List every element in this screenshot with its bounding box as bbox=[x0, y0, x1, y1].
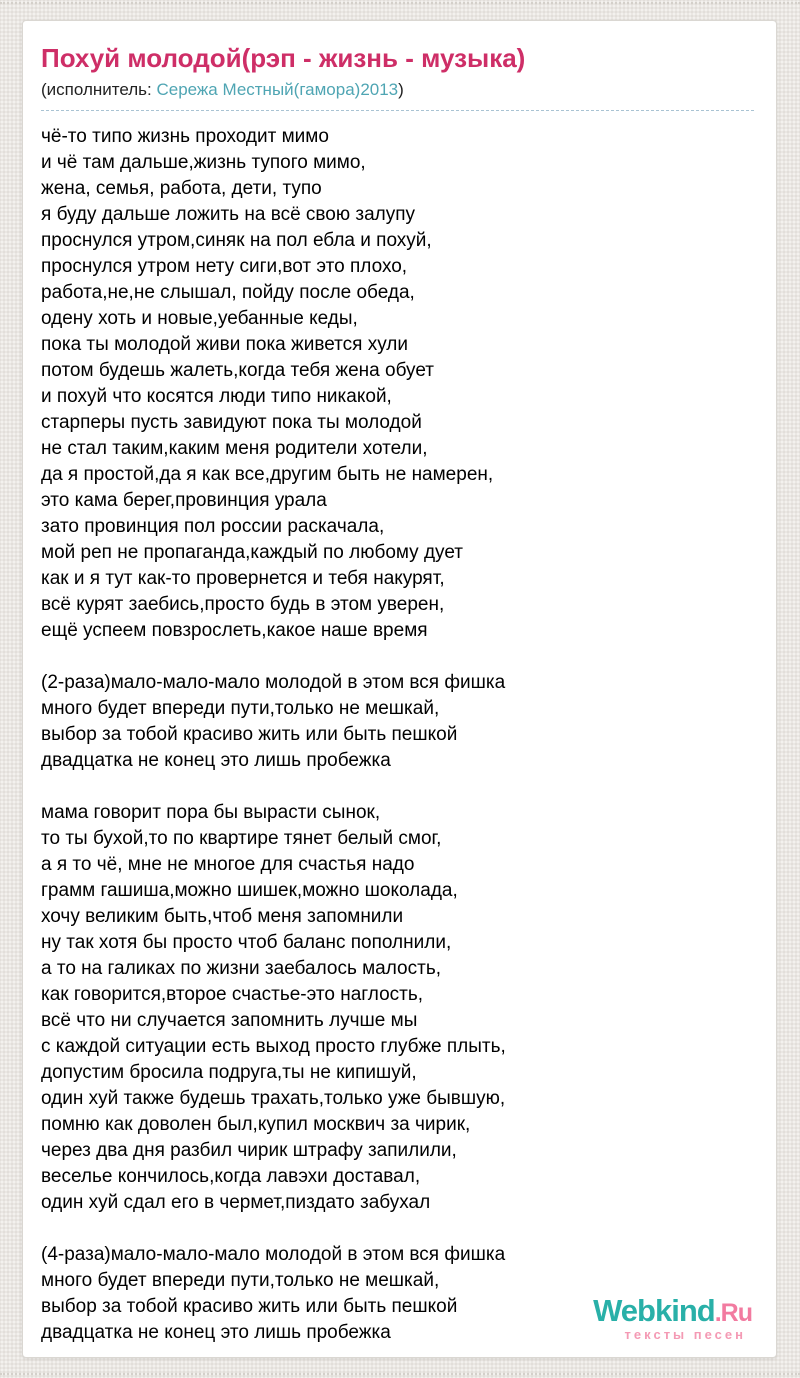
lyric-line: как говорится,второе счастье-это наглость, bbox=[41, 984, 424, 1005]
lyric-line: грамм гашиша,можно шишек,можно шоколада, bbox=[41, 880, 458, 901]
lyric-line: как и я тут как-то провернется и тебя накурят, bbox=[41, 568, 445, 589]
lyric-line: проснулся утром нету сиги,вот это плохо, bbox=[41, 256, 408, 277]
lyric-line: с каждой ситуации есть выход просто глубже плыть, bbox=[41, 1036, 506, 1057]
lyric-line: всё что ни случается запомнить лучше мы bbox=[41, 1010, 418, 1031]
artist-suffix: ) bbox=[398, 80, 404, 99]
lyric-line: (2-раза)мало-мало-мало молодой в этом вся фишка bbox=[41, 672, 506, 693]
top-edge-dotted-line bbox=[0, 2, 800, 4]
logo-tagline: тексты песен bbox=[624, 1327, 746, 1342]
lyric-line: не стал таким,каким меня родители хотели, bbox=[41, 438, 428, 459]
lyric-line: проснулся утром,синяк на пол ебла и похуй, bbox=[41, 230, 432, 251]
artist-line bbox=[41, 80, 754, 111]
site-logo[interactable] bbox=[593, 1295, 752, 1341]
artist-link[interactable]: Сережа Местный(гамора)2013 bbox=[156, 80, 399, 99]
lyric-line: пока ты молодой живи пока живется хули bbox=[41, 334, 408, 355]
stanza bbox=[41, 800, 756, 1216]
song-title: Похуй молодой(рэп - жизнь - музыка) bbox=[41, 43, 526, 73]
lyric-line: и похуй что косятся люди типо никакой, bbox=[41, 386, 392, 407]
lyric-line: один хуй сдал его в чермет,пиздато забухал bbox=[41, 1192, 431, 1213]
lyric-line: много будет впереди пути,только не мешкай, bbox=[41, 698, 440, 719]
bottom-edge-dotted-line bbox=[0, 1373, 800, 1375]
lyric-line: хочу великим быть,чтоб меня запомнили bbox=[41, 906, 404, 927]
lyric-line: чё-то типо жизнь проходит мимо bbox=[41, 126, 329, 147]
lyric-line: через два дня разбил чирик штрафу запилили, bbox=[41, 1140, 457, 1161]
lyric-line: ну так хотя бы просто чтоб баланс пополнили, bbox=[41, 932, 452, 953]
lyric-line: старперы пусть завидуют пока ты молодой bbox=[41, 412, 422, 433]
lyrics-card bbox=[22, 20, 777, 1358]
stanza bbox=[41, 124, 756, 644]
lyric-line: (4-раза)мало-мало-мало молодой в этом вся фишка bbox=[41, 1244, 506, 1265]
lyric-line: мой реп не пропаганда,каждый по любому дует bbox=[41, 542, 463, 563]
lyric-line: а я то чё, мне не многое для счастья надо bbox=[41, 854, 415, 875]
logo-wordmark bbox=[593, 1295, 752, 1326]
lyric-line: это кама берег,провинция урала bbox=[41, 490, 327, 511]
lyric-line: ещё успеем повзрослеть,какое наше время bbox=[41, 620, 428, 641]
lyric-line: работа,не,не слышал, пойду после обеда, bbox=[41, 282, 415, 303]
lyric-line: а то на галиках по жизни заебалось малость, bbox=[41, 958, 441, 979]
lyric-line: мама говорит пора бы вырасти сынок, bbox=[41, 802, 381, 823]
lyric-line: допустим бросила подруга,ты не кипишуй, bbox=[41, 1062, 417, 1083]
lyric-line: помню как доволен был,купил москвич за чирик, bbox=[41, 1114, 471, 1135]
lyric-line: и чё там дальше,жизнь тупого мимо, bbox=[41, 152, 366, 173]
artist-prefix: (исполнитель: bbox=[41, 80, 157, 99]
lyric-line: веселье кончилось,когда лавэхи доставал, bbox=[41, 1166, 421, 1187]
lyric-line: всё курят заебись,просто будь в этом уверен, bbox=[41, 594, 445, 615]
lyric-line: да я простой,да я как все,другим быть не намерен, bbox=[41, 464, 494, 485]
lyric-line: одену хоть и новые,уебанные кеды, bbox=[41, 308, 358, 329]
lyric-line: двадцатка не конец это лишь пробежка bbox=[41, 750, 391, 771]
lyric-line: то ты бухой,то по квартире тянет белый смог, bbox=[41, 828, 442, 849]
lyric-line: один хуй также будешь трахать,только уже бывшую, bbox=[41, 1088, 506, 1109]
lyric-line: много будет впереди пути,только не мешкай, bbox=[41, 1270, 440, 1291]
lyric-line: двадцатка не конец это лишь пробежка bbox=[41, 1322, 391, 1343]
lyric-line: потом будешь жалеть,когда тебя жена обует bbox=[41, 360, 434, 381]
lyric-line: зато провинция пол россии раскачала, bbox=[41, 516, 385, 537]
logo-ru-text: .Ru bbox=[714, 1299, 752, 1327]
lyric-line: я буду дальше ложить на всё свою залупу bbox=[41, 204, 416, 225]
lyric-line: выбор за тобой красиво жить или быть пешкой bbox=[41, 724, 458, 745]
stanza bbox=[41, 670, 756, 774]
logo-webkind-text: Webkind bbox=[593, 1293, 715, 1328]
lyric-line: жена, семья, работа, дети, тупо bbox=[41, 178, 322, 199]
lyric-line: выбор за тобой красиво жить или быть пешкой bbox=[41, 1296, 458, 1317]
lyrics bbox=[41, 124, 756, 1346]
